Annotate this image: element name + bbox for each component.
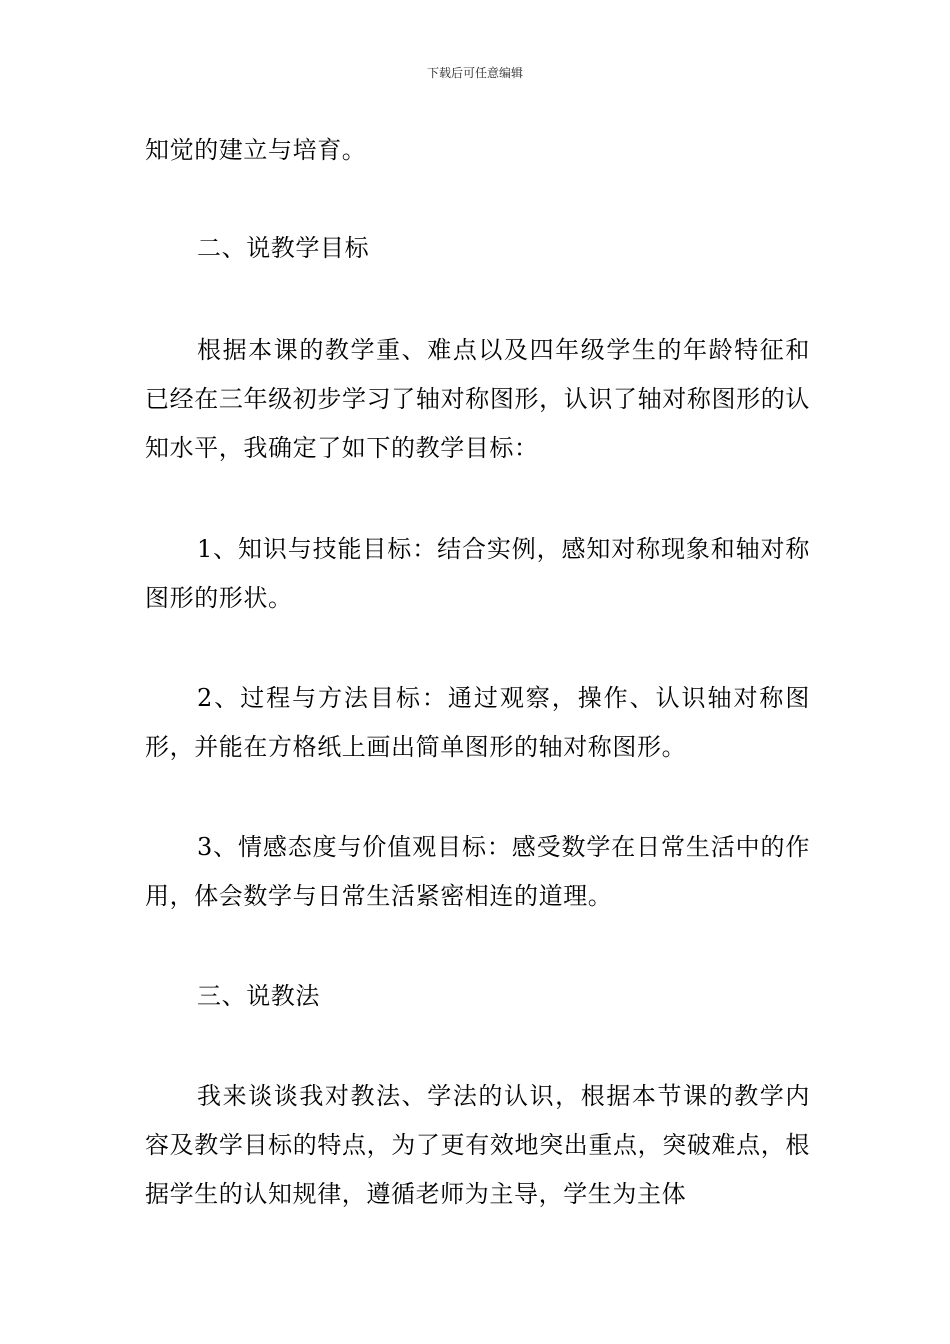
paragraph-continuation: 知觉的建立与培育。 [145,136,367,164]
paragraph-goal-2: 2、过程与方法目标：通过观察，操作、认识轴对称图形，并能在方格纸上画出简单图形的轴对称图形。 [145,684,810,761]
section-heading-teaching-method: 三、说教法 [197,982,320,1010]
page-header: 下载后可任意编辑 [426,66,523,80]
paragraph-goals-intro: 根据本课的教学重、难点以及四年级学生的年龄特征和已经在三年级初步学习了轴对称图形，认识了轴对称图形的认知水平，我确定了如下的教学目标： [145,336,810,462]
paragraph-goal-3: 3、情感态度与价值观目标：感受数学在日常生活中的作用，体会数学与日常生活紧密相连的道理。 [145,833,810,910]
paragraph-goal-1: 1、知识与技能目标：结合实例，感知对称现象和轴对称图形的形状。 [145,535,810,612]
paragraph-method-intro: 我来谈谈我对教法、学法的认识，根据本节课的教学内容及教学目标的特点，为了更有效地突出重点，突破难点，根据学生的认知规律，遵循老师为主导，学生为主体 [145,1082,810,1208]
section-heading-teaching-goals: 二、说教学目标 [197,234,370,262]
